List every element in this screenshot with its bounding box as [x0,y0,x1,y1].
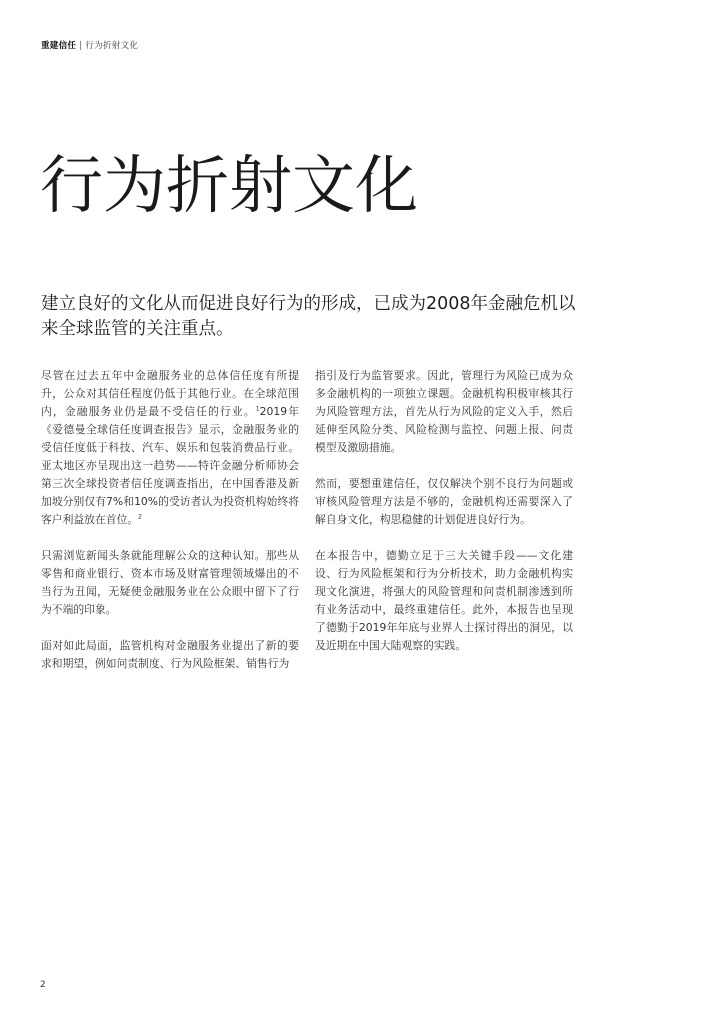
footnote-ref: 1 [255,405,260,413]
header-separator: | [79,41,83,51]
running-header [41,40,138,52]
paragraph-text: 2019年《爱德曼全球信任度调查报告》显示，金融服务业的受信任度低于科技、汽车、娱乐和包装消费品行业。亚太地区亦呈现出这一趋势——特许金融分析师协会第三次全球投资者信任度调查指出，在中国香港及新加坡分别仅有7%和10%的受访者认为投资机构始终将客户利益放在首位。 [41,405,300,526]
footnote-ref: 2 [138,513,142,521]
page-title: 行为折射文化 [40,149,418,222]
body-paragraph: 面对如此局面，监管机构对金融服务业提出了新的要求和期望，例如问责制度、行为风险框架、销售行为 [41,639,299,670]
section-name: 行为折射文化 [85,41,139,51]
paragraph-text: 尽管在过去五年中金融服务业的总体信任度有所提升，公众对其信任程度仍低于其他行业。在全球范围内，金融服务业仍是最不受信任的行业。 [41,369,299,418]
page-number: 2 [40,980,46,990]
body-paragraph: 然而，要想重建信任，仅仅解决个别不良行为问题或审核风险管理方法是不够的，金融机构还需要深入了解自身文化，构思稳健的计划促进良好行为。 [315,477,573,526]
lead-paragraph: 建立良好的文化从而促进良好行为的形成，已成为2008年金融危机以来全球监管的关注重点。 [41,294,576,339]
report-name: 重建信任 [41,41,77,51]
body-column-right [315,367,573,655]
body-paragraph: 在本报告中，德勤立足于三大关键手段——文化建设、行为风险框架和行为分析技术，助力金融机构实现文化演进，将强大的风险管理和问责机制渗透到所有业务活动中，最终重建信任。此外，本报告也呈现了德勤于2019年年底与业界人士探讨得出的洞见，以及近期在中国大陆观察的实践。 [315,549,573,652]
body-paragraph: 只需浏览新闻头条就能理解公众的这种认知。那些从零售和商业银行、资本市场及财富管理领域爆出的不当行为丑闻，无疑使金融服务业在公众眼中留下了行为不端的印象。 [41,549,299,616]
body-paragraph [41,367,299,529]
body-column-left [41,367,299,673]
body-paragraph: 指引及行为监管要求。因此，管理行为风险已成为众多金融机构的一项独立课题。金融机构积极审核其行为风险管理方法，首先从行为风险的定义入手，然后延伸至风险分类、风险检测与监控、问题上报、问责模型及激励措施。 [315,369,573,454]
